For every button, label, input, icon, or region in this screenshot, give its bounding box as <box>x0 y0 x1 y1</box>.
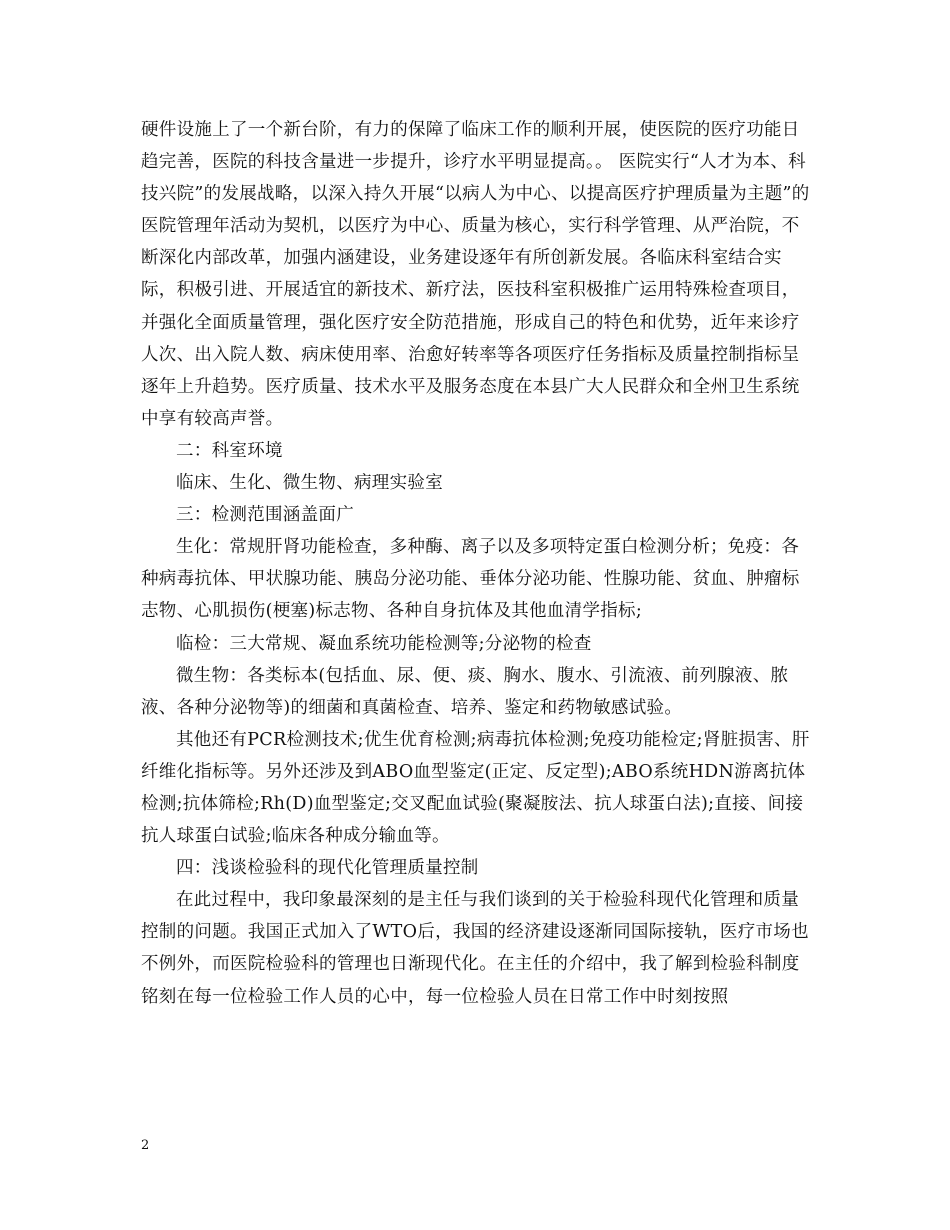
section-heading-quality-control: 四：浅谈检验科的现代化管理质量控制 <box>176 858 479 879</box>
paragraph-management: 在此过程中，我印象最深刻的是主任与我们谈到的关于检验科现代化管理和质量控制的问题。我国正式加入了WTO后，我国的经济建设逐渐同国际接轨，医疗市场也不例外，而医院检验科的管理也日渐现代化。在主任的介绍中，我了解到检验科制度铭刻在每一位检验工作人员的心中，每一位检验人员在日常工作中时刻按照 <box>141 890 809 1007</box>
document-body <box>141 114 813 1013</box>
page-number: 2 <box>141 1138 150 1153</box>
section-heading-lab-environment: 二：科室环境 <box>176 440 283 461</box>
paragraph-biochemistry: 生化：常规肝肾功能检查，多种酶、离子以及多项特定蛋白检测分析；免疫：各种病毒抗体、甲状腺功能、胰岛分泌功能、垂体分泌功能、性腺功能、贫血、肿瘤标志物、心肌损伤(梗塞)标志物、各种自身抗体及其他血清学指标; <box>141 537 800 622</box>
paragraph-lab-list: 临床、生化、微生物、病理实验室 <box>176 473 443 494</box>
paragraph-other-tests: 其他还有PCR检测技术;优生优育检测;病毒抗体检测;免疫功能检定;肾脏损害、肝纤维化指标等。另外还涉及到ABO血型鉴定(正定、反定型);ABO系统HDN游离抗体检测;抗体筛检;Rh(D)血型鉴定;交叉配血试验(聚凝胺法、抗人球蛋白法);直接、间接抗人球蛋白试验;临床各种成分输血等。 <box>141 729 810 847</box>
section-heading-test-scope: 三：检测范围涵盖面广 <box>176 505 354 526</box>
paragraph-hospital-overview: 硬件设施上了一个新台阶，有力的保障了临床工作的顺利开展，使医院的医疗功能日趋完善，医院的科技含量进一步提升，诊疗水平明显提高。。 医院实行“人才为本、科技兴院”的发展战略，以深入持久开展“以病人为中心、以提高医疗护理质量为主题”的医院管理年活动为契机，以医疗为中心、质量为核心，实行科学管理、从严治院，不断深化内部改革，加强内涵建设，业务建设逐年有所创新发展。各临床科室结合实际，积极引进、开展适宜的新技术、新疗法，医技科室积极推广运用特殊检查项目，并强化全面质量管理，强化医疗安全防范措施，形成自己的特色和优势，近年来诊疗人次、出入院人数、病床使用率、治愈好转率等各项医疗任务指标及质量控制指标呈逐年上升趋势。医疗质量、技术水平及服务态度在本县广大人民群众和全州卫生系统中享有较高声誉。 <box>141 120 810 429</box>
paragraph-clinical-tests: 临检：三大常规、凝血系统功能检测等;分泌物的检查 <box>176 633 592 654</box>
paragraph-microbiology: 微生物：各类标本(包括血、尿、便、痰、胸水、腹水、引流液、前列腺液、脓液、各种分泌物等)的细菌和真菌检查、培养、鉴定和药物敏感试验。 <box>141 665 789 718</box>
